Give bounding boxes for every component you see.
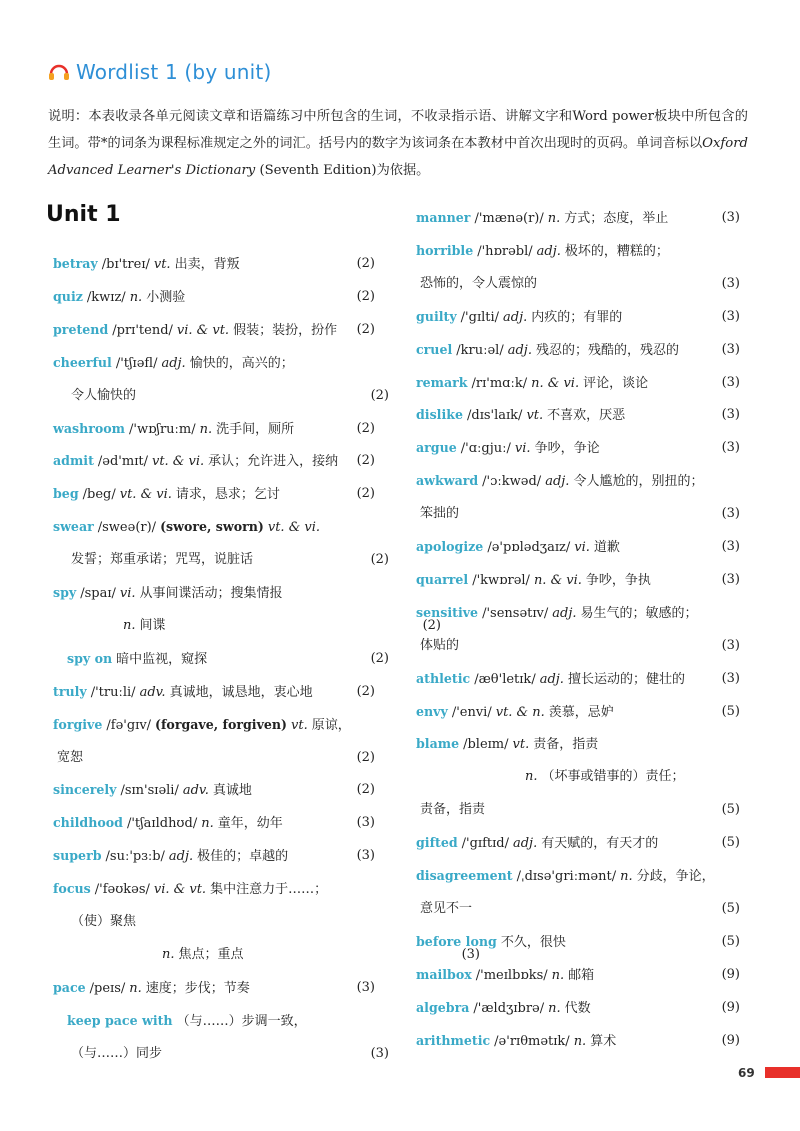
- note-text-1: 说明：本表收录各单元阅读文章和语篇练习中所包含的生词，不收录指示语、讲解文字和Word power板块中所包含的生词。带*的词条为课程标准规定之外的词汇。括号内的数字为该词条在本教材中首次出现时的页码。单词音标以: [48, 109, 748, 151]
- headword: cruel: [416, 341, 453, 357]
- definition: 真诚地: [212, 783, 252, 799]
- part-of-speech: vi.: [119, 586, 136, 601]
- definition: 假装；装扮，扮作: [233, 322, 338, 338]
- definition: 暗中监视，窥探: [116, 651, 208, 667]
- part-of-speech: adj.: [552, 605, 577, 621]
- definition: 有天赋的，有天才的: [541, 836, 659, 852]
- wordlist-entry: [416, 497, 740, 530]
- wordlist-entry: [416, 596, 740, 629]
- part-of-speech: adj.: [161, 355, 186, 371]
- definition: （使）聚焦: [71, 914, 137, 929]
- definition: 道歉: [593, 540, 620, 555]
- definition: 责备，指责: [533, 737, 599, 753]
- headword: pace: [53, 979, 86, 995]
- page-reference: (2): [370, 650, 389, 666]
- part-of-speech: n.: [162, 946, 175, 962]
- page-header: [48, 60, 271, 84]
- page-reference: (2): [356, 321, 375, 337]
- phonetic: /ə'rɪθmətɪk/: [494, 1033, 570, 1049]
- page-reference: (3): [721, 637, 740, 653]
- headword: arithmetic: [416, 1032, 491, 1048]
- page-reference: (3): [721, 670, 740, 686]
- definition: 小测验: [146, 289, 186, 305]
- page-reference: (2): [356, 749, 375, 765]
- page-reference: (9): [721, 966, 740, 982]
- wordlist-entry: [416, 826, 740, 859]
- phonetic: /'tʃɪəfl/: [115, 355, 158, 371]
- page-reference: (9): [721, 1032, 740, 1048]
- wordlist-entry: [53, 346, 375, 379]
- wordlist-entry: [53, 280, 375, 313]
- definition: 争吵，争论: [534, 441, 600, 457]
- phonetic: /'ɑːgjuː/: [460, 441, 511, 457]
- wordlist-entry: [53, 444, 375, 477]
- definition: 易生气的；敏感的；: [580, 605, 698, 621]
- definition: 分歧，争论，: [636, 869, 715, 884]
- phonetic: /fə'gɪv/: [106, 717, 152, 733]
- page-reference: (5): [721, 802, 740, 818]
- wordlist-entry: [416, 563, 740, 596]
- page-reference: (2): [356, 420, 375, 436]
- definition: 恐怖的，令人震惊的: [420, 275, 538, 291]
- dictionary-name: Oxford Advanced Learner's Dictionary: [48, 136, 748, 178]
- wordlist-entry: [416, 431, 740, 464]
- part-of-speech: n.: [573, 1033, 587, 1049]
- headword: betray: [53, 256, 98, 271]
- part-of-speech: adj.: [545, 474, 570, 490]
- part-of-speech: adj.: [536, 243, 561, 259]
- definition: 意见不一: [420, 900, 473, 916]
- page-reference: (2): [356, 256, 375, 271]
- page-reference: (3): [721, 571, 740, 587]
- definition: 集中注意力于……；: [210, 882, 328, 898]
- wordlist-entry: [416, 267, 740, 300]
- part-of-speech: adv.: [139, 684, 166, 700]
- phonetic: /'tʃaɪldhʊd/: [126, 816, 198, 832]
- wordlist-entry: [53, 971, 375, 1004]
- headword: beg: [53, 486, 79, 502]
- wordlist-entry: [53, 477, 375, 510]
- headword: before long: [416, 933, 497, 949]
- wordlist-entry: [53, 806, 375, 839]
- wordlist-entry: [53, 905, 389, 938]
- wordlist-entry: [416, 333, 740, 366]
- phonetic: /sweə(r)/: [97, 520, 157, 536]
- part-of-speech: adj.: [512, 836, 538, 852]
- wordlist-entry: [416, 695, 740, 728]
- headword: childhood: [53, 815, 123, 831]
- definition: 令人尴尬的，别扭的；: [573, 474, 704, 490]
- page-reference: (2): [356, 782, 375, 798]
- headword: cheerful: [53, 354, 112, 370]
- headword: sensitive: [416, 604, 479, 620]
- wordlist-entry: [53, 543, 389, 576]
- headword: disagreement: [416, 868, 513, 883]
- wordlist-entry: [53, 642, 389, 675]
- wordlist-entry: [53, 872, 375, 905]
- wordlist-entry: [416, 892, 740, 925]
- part-of-speech: vt.: [291, 717, 308, 733]
- part-of-speech: n.: [620, 869, 633, 884]
- definition: 真诚地，诚恳地，衷心地: [169, 684, 313, 700]
- page-reference: (2): [356, 486, 375, 502]
- wordlist-entry: [416, 662, 740, 695]
- headword: sincerely: [53, 782, 117, 798]
- part-of-speech: n.: [551, 967, 565, 983]
- wordlist-entry: [416, 234, 740, 267]
- definition: 焦点；重点: [178, 946, 244, 962]
- definition: 宽恕: [57, 749, 84, 765]
- wordlist-entry: [416, 859, 740, 892]
- page-reference: (2): [356, 683, 375, 699]
- wordlist-entry: [53, 576, 375, 609]
- part-of-speech: vt. & n.: [495, 704, 545, 720]
- definition: 不喜欢，厌恶: [547, 408, 626, 424]
- page-reference: (3): [356, 848, 375, 864]
- phonetic: /'gɪlti/: [460, 309, 500, 325]
- phonetic: /'kwɒrəl/: [472, 572, 530, 588]
- part-of-speech: n.: [547, 211, 561, 226]
- headword: horrible: [416, 242, 474, 258]
- part-of-speech: vi. & vt.: [176, 322, 230, 338]
- definition: 童年，幼年: [217, 816, 283, 832]
- part-of-speech: adj.: [168, 849, 194, 865]
- page-reference: (5): [721, 933, 740, 949]
- phonetic: /'sensətɪv/: [482, 605, 549, 621]
- wordlist-entry: [53, 412, 375, 445]
- phonetic: /'wɒʃruːm/: [129, 421, 196, 437]
- wordlist-entry: [416, 530, 740, 563]
- part-of-speech: n.: [129, 289, 143, 305]
- page-reference: (3): [461, 946, 480, 962]
- headword: athletic: [416, 670, 471, 686]
- headword: spy: [53, 585, 77, 600]
- phonetic: /peɪs/: [89, 980, 126, 996]
- headword: washroom: [53, 420, 126, 436]
- definition: （与……）步调一致，: [176, 1013, 307, 1029]
- headword: superb: [53, 848, 102, 864]
- wordlist-entry: [416, 366, 740, 399]
- headword: remark: [416, 374, 468, 390]
- unit-heading: Unit 1: [46, 202, 121, 227]
- headword: quiz: [53, 288, 83, 304]
- part-of-speech: vt. & vi.: [119, 487, 172, 503]
- wordlist-entry: [416, 760, 800, 793]
- headword: gifted: [416, 835, 458, 851]
- page-reference: (3): [721, 374, 740, 390]
- page-reference: (3): [721, 407, 740, 423]
- part-of-speech: adj.: [507, 342, 532, 358]
- definition: 原谅，: [311, 717, 351, 733]
- definition: 速度；步伐；节奏: [145, 980, 250, 996]
- phonetic: /æθ'letɪk/: [474, 671, 536, 687]
- definition: （坏事或错事的）责任；: [541, 769, 685, 785]
- phonetic: /beg/: [82, 487, 116, 503]
- headword: admit: [53, 453, 94, 469]
- part-of-speech: vt.: [512, 737, 530, 753]
- definition: 令人愉快的: [71, 387, 137, 403]
- headword: quarrel: [416, 571, 469, 587]
- inflected-forms: (forgave, forgiven): [155, 716, 288, 732]
- part-of-speech: n.: [548, 1000, 561, 1016]
- definition: （与……）同步: [71, 1045, 163, 1061]
- page-reference: (5): [721, 703, 740, 719]
- headword: truly: [53, 683, 87, 699]
- note-text-2: (Seventh Edition)为依据。: [259, 163, 430, 178]
- headword: spy on: [67, 650, 113, 666]
- definition: 发誓；郑重承诺；咒骂，说脏话: [71, 552, 254, 568]
- phonetic: /suː'pɜːb/: [105, 849, 165, 865]
- wordlist-entry: [53, 675, 375, 708]
- headword: mailbox: [416, 966, 472, 982]
- definition: 方式；态度，举止: [564, 211, 669, 226]
- page-reference: (3): [356, 815, 375, 831]
- page-reference: (5): [721, 835, 740, 851]
- page-reference: (3): [721, 275, 740, 291]
- headword: forgive: [53, 716, 103, 732]
- part-of-speech: vt. & vi.: [151, 454, 205, 470]
- wordlist-entry: [416, 793, 740, 826]
- wordlist-entry: [416, 398, 740, 431]
- page-reference: (3): [721, 440, 740, 456]
- headword: focus: [53, 881, 91, 897]
- headword: blame: [416, 736, 460, 752]
- page-reference: (3): [721, 210, 740, 225]
- wordlist-entry: [416, 958, 740, 991]
- phonetic: /sɪn'sɪəli/: [120, 783, 179, 799]
- headword: manner: [416, 210, 471, 225]
- part-of-speech: n.: [201, 816, 214, 832]
- page-reference: (3): [721, 506, 740, 522]
- wordlist-entry: [53, 379, 389, 412]
- definition: 代数: [564, 1000, 591, 1016]
- part-of-speech: adj.: [503, 309, 528, 325]
- wordlist-entry: [416, 629, 740, 662]
- phonetic: /bleɪm/: [463, 737, 509, 753]
- page-number: 69: [738, 1066, 755, 1080]
- definition: 间谍: [139, 617, 166, 633]
- definition: 责备，指责: [420, 802, 486, 818]
- phonetic: /ˌdɪsə'griːmənt/: [516, 869, 617, 884]
- definition: 算术: [590, 1033, 617, 1049]
- headword: envy: [416, 703, 448, 719]
- definition: 内疚的；有罪的: [531, 309, 623, 325]
- page-reference: (2): [370, 552, 389, 568]
- part-of-speech: vi. & vt.: [153, 882, 207, 898]
- definition: 评论，谈论: [583, 375, 649, 391]
- inflected-forms: (swore, sworn): [160, 519, 264, 535]
- page-reference: (3): [721, 341, 740, 357]
- wordlist-entry: [53, 1037, 389, 1070]
- wordlist-entry: [53, 247, 375, 280]
- wordlist-entry: [416, 925, 740, 958]
- headword: guilty: [416, 308, 457, 324]
- phonetic: /'envi/: [451, 704, 492, 720]
- part-of-speech: vt.: [153, 257, 171, 272]
- definition: 笨拙的: [420, 506, 460, 522]
- page-reference: (2): [356, 453, 375, 469]
- definition: 出卖，背叛: [174, 257, 240, 272]
- phonetic: /'ɔːkwəd/: [482, 474, 542, 490]
- part-of-speech: vi.: [514, 441, 531, 457]
- headword: algebra: [416, 999, 470, 1015]
- page-reference: (3): [721, 308, 740, 324]
- phonetic: /'truːli/: [90, 684, 136, 700]
- definition: 残忍的；残酷的，残忍的: [535, 342, 679, 358]
- phonetic: /'ældʒɪbrə/: [473, 1000, 545, 1016]
- part-of-speech: n.: [129, 980, 142, 996]
- part-of-speech: n.: [199, 421, 213, 437]
- wordlist-entry: [416, 201, 740, 234]
- wordlist-entry: [53, 839, 375, 872]
- definition: 擅长运动的；健壮的: [567, 671, 685, 687]
- phonetic: /'gɪftɪd/: [461, 836, 509, 852]
- part-of-speech: vt. & vi.: [267, 520, 321, 536]
- phonetic: /'mænə(r)/: [474, 211, 544, 226]
- definition: 极佳的；卓越的: [197, 849, 289, 865]
- phonetic: /bɪ'treɪ/: [101, 257, 150, 272]
- wordlist-entry: [416, 300, 740, 333]
- definition: 羡慕，忌妒: [548, 704, 614, 720]
- part-of-speech: n. & vi.: [533, 572, 582, 588]
- definition: 从事间谍活动；搜集情报: [139, 586, 283, 601]
- phonetic: /prɪ'tend/: [112, 322, 173, 338]
- definition: 极坏的，糟糕的；: [564, 243, 669, 259]
- definition: 邮箱: [568, 967, 595, 983]
- part-of-speech: n.: [525, 769, 538, 785]
- headword: dislike: [416, 407, 463, 423]
- wordlist-entry: [53, 773, 375, 806]
- page-reference: (9): [721, 999, 740, 1015]
- headphones-icon: [48, 62, 70, 82]
- definition: 洗手间，厕所: [216, 421, 295, 437]
- wordlist-entry: [53, 741, 375, 774]
- definition: 请求，恳求；乞讨: [175, 487, 280, 503]
- part-of-speech: n. & vi.: [531, 375, 580, 391]
- page-reference: (3): [356, 979, 375, 995]
- definition: 体贴的: [420, 637, 460, 653]
- definition: 不久，很快: [500, 934, 566, 950]
- instructions-note: [48, 103, 748, 184]
- wordlist-entry: [416, 1024, 740, 1057]
- wordlist-entry: [53, 313, 375, 346]
- page-reference: (3): [721, 539, 740, 554]
- part-of-speech: vi.: [574, 540, 590, 555]
- headword: apologize: [416, 539, 484, 554]
- phonetic: /'hɒrəbl/: [477, 243, 533, 259]
- wordlist-entry: [416, 727, 740, 760]
- wordlist-entry: [416, 464, 740, 497]
- part-of-speech: adj.: [539, 671, 564, 687]
- page-title: Wordlist 1 (by unit): [76, 60, 272, 84]
- phonetic: /əd'mɪt/: [97, 454, 148, 470]
- phonetic: /dɪs'laɪk/: [467, 408, 523, 424]
- page-accent-bar: [765, 1067, 800, 1078]
- page-reference: (2): [422, 617, 441, 633]
- phonetic: /kruːəl/: [456, 342, 504, 358]
- phonetic: /spaɪ/: [80, 586, 116, 601]
- page-reference: (2): [370, 387, 389, 403]
- phonetic: /rɪ'mɑːk/: [471, 375, 528, 391]
- wordlist-entry: [53, 510, 375, 543]
- phonetic: /'fəʊkəs/: [94, 882, 150, 898]
- headword: argue: [416, 440, 457, 456]
- page-reference: (5): [721, 900, 740, 916]
- page-reference: (3): [370, 1045, 389, 1061]
- phonetic: /'meɪlbɒks/: [475, 967, 548, 983]
- wordlist-entry: [53, 1004, 389, 1037]
- headword: swear: [53, 519, 94, 535]
- definition: 愉快的，高兴的；: [189, 355, 294, 371]
- part-of-speech: vt.: [526, 408, 544, 424]
- definition: 承认；允许进入，接纳: [208, 454, 339, 470]
- headword: keep pace with: [67, 1012, 173, 1028]
- page-reference: (2): [356, 288, 375, 304]
- wordlist-entry: [53, 708, 375, 741]
- phonetic: /ə'pɒlədʒaɪz/: [487, 540, 571, 555]
- part-of-speech: n.: [123, 617, 136, 633]
- headword: awkward: [416, 473, 479, 489]
- wordlist-entry: [53, 609, 441, 642]
- phonetic: /kwɪz/: [86, 289, 126, 305]
- headword: pretend: [53, 321, 109, 337]
- part-of-speech: adv.: [182, 783, 209, 799]
- definition: 争吵，争执: [585, 572, 651, 588]
- wordlist-entry: [416, 991, 740, 1024]
